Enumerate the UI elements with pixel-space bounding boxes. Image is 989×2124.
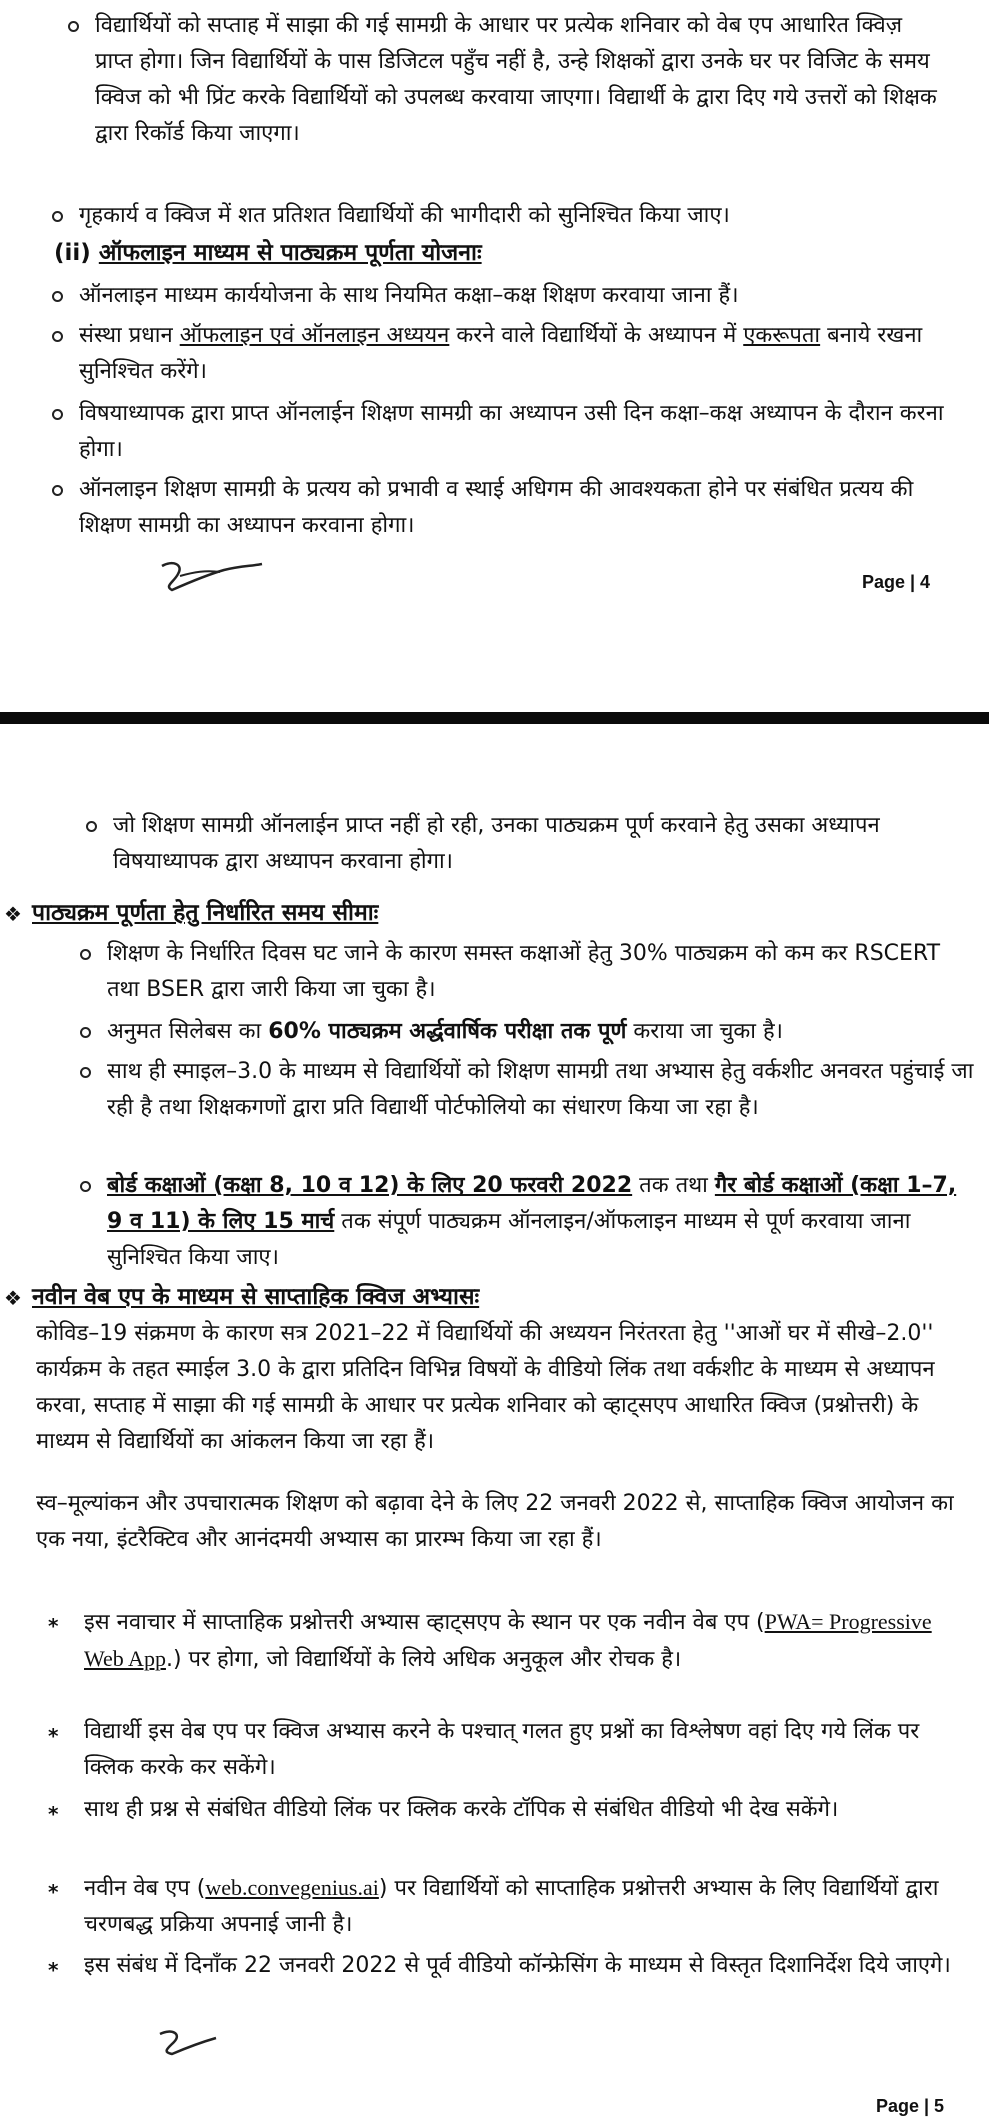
circle-bullet-icon [80, 1067, 91, 1078]
list-item-text: विद्यार्थी इस वेब एप पर क्विज अभ्यास करने के पश्चात् गलत हुए प्रश्नों का विश्लेषण वहां दिए गये लिंक पर क्लिक करके कर सकेंगे। [84, 1719, 920, 1780]
page-5 [0, 724, 989, 2124]
section-heading [54, 236, 482, 270]
list-item [48, 1714, 958, 1786]
list-item [80, 1168, 975, 1276]
asterisk-bullet-icon: * [48, 1958, 59, 1982]
circle-bullet-icon [80, 1181, 91, 1192]
circle-bullet-icon [52, 409, 63, 420]
text-run: बनाये रखना सुनिश्चित करेंगे। [79, 323, 923, 384]
bold-underlined-text: गैर बोर्ड कक्षाओं (कक्षा 1–7, 9 व 11) के लिए 15 मार्च [107, 1173, 957, 1234]
page-divider [0, 712, 989, 724]
list-item [52, 318, 952, 390]
bold-text: 60% पाठ्यक्रम अर्द्धवार्षिक परीक्षा तक पूर्ण [268, 1019, 627, 1044]
list-item-text: साथ ही स्माइल–3.0 के माध्यम से विद्यार्थियों को शिक्षण सामग्री तथा अभ्यास हेतु वर्कशीट अनवरत पहुंचाई जा रही है तथा शिक्षकगणों द्वारा प्रति विद्यार्थी पोर्टफोलियो का संधारण किया जा रहा है। [107, 1059, 974, 1120]
list-item-text: जो शिक्षण सामग्री ऑनलाईन प्राप्त नहीं हो रही, उनका पाठ्यक्रम पूर्ण करवाने हेतु उसका अध्यापन विषयाध्यापक द्वारा अध्यापन करवाना होगा। [113, 813, 880, 874]
list-item-text [84, 1870, 958, 1943]
list-item [80, 1014, 975, 1050]
heading-text: पाठ्यक्रम पूर्णता हेतु निर्धारित समय सीमाः [32, 900, 379, 926]
heading-prefix: (ii) [54, 240, 91, 266]
list-item-text [107, 1168, 975, 1276]
page-number: Page | 5 [876, 2096, 945, 2116]
circle-bullet-icon [86, 821, 97, 832]
text-run: कराया जा चुका है। [626, 1019, 784, 1044]
list-item-text: साथ ही प्रश्न से संबंधित वीडियो लिंक पर क्लिक करके टॉपिक से संबंधित वीडियो भी देख सकेंगे। [84, 1797, 839, 1822]
signature-icon [150, 552, 270, 602]
underlined-text: एकरूपता [743, 323, 821, 348]
list-item-text: ऑनलाइन माध्यम कार्ययोजना के साथ नियमित कक्षा–कक्ष शिक्षण करवाया जाना हैं। [79, 283, 739, 308]
asterisk-bullet-icon: * [48, 1724, 59, 1748]
list-item [52, 278, 952, 314]
text-run: तक तथा [632, 1173, 715, 1198]
paragraph: कोविड–19 संक्रमण के कारण सत्र 2021–22 में विद्यार्थियों की अध्ययन निरंतरता हेतु ''आओं घर में सीखे–2.0'' कार्यक्रम के तहत स्माईल 3.0 के द्वारा प्रतिदिन विभिन्न विषयों के वीडियो लिंक तथा वर्कशीट के माध्यम से अध्यापन करवा, सप्ताह में साझा की गई सामग्री के आधार पर प्रत्येक शनिवार को व्हाट्सएप आधारित क्विज (प्रश्नोत्तरी) के माध्यम से विद्यार्थियों का आंकलन किया जा रहा हैं। [36, 1321, 935, 1454]
page-4 [0, 0, 989, 712]
text-run: .) पर होगा, जो विद्यार्थियों के लिये अधिक अनुकूल और रोचक है। [165, 1647, 682, 1672]
list-item [52, 396, 952, 468]
text-run: अनुमत सिलेबस का [107, 1019, 269, 1044]
list-item [80, 1054, 975, 1126]
web-app-link[interactable]: PWA= Progressive Web App [84, 1609, 932, 1671]
heading-text: नवीन वेब एप के माध्यम से साप्ताहिक क्विज अभ्यासः [32, 1284, 480, 1310]
asterisk-bullet-icon: * [48, 1614, 59, 1638]
circle-bullet-icon [80, 1027, 91, 1038]
convegenius-link[interactable]: web.convegenius.ai [205, 1875, 379, 1900]
heading-text: ऑफलाइन माध्यम से पाठ्यक्रम पूर्णता योजनाः [98, 240, 482, 266]
page-number: Page | 4 [862, 572, 931, 592]
list-item-text: गृहकार्य व क्विज में शत प्रतिशत विद्यार्थियों की भागीदारी को सुनिश्चित किया जाए। [79, 203, 730, 228]
text-run: तक संपूर्ण पाठ्यक्रम ऑनलाइन/ऑफलाइन माध्यम से पूर्ण करवाया जाना सुनिश्चित किया जाए। [107, 1209, 911, 1270]
list-item-text: शिक्षण के निर्धारित दिवस घट जाने के कारण समस्त कक्षाओं हेतु 30% पाठ्यक्रम को कम कर RSCERT तथा BSER द्वारा जारी किया जा चुका है। [107, 941, 941, 1002]
list-item [86, 808, 976, 880]
underlined-text: ऑफलाइन एवं ऑनलाइन अध्ययन [179, 323, 450, 348]
list-item-text [84, 1604, 958, 1678]
asterisk-bullet-icon: * [48, 1802, 59, 1826]
section-heading [32, 1280, 479, 1314]
circle-bullet-icon [68, 21, 79, 32]
text-run: संस्था प्रधान [79, 323, 180, 348]
list-item [68, 8, 938, 152]
list-item [80, 936, 975, 1008]
text-run: नवीन वेब एप ( [84, 1876, 206, 1901]
list-item [48, 1604, 958, 1678]
section-heading [32, 896, 378, 930]
asterisk-bullet-icon: * [48, 1880, 59, 1904]
list-item-text [79, 318, 952, 390]
circle-bullet-icon [52, 331, 63, 342]
list-item [48, 1870, 958, 1943]
circle-bullet-icon [80, 949, 91, 960]
list-item-text: ऑनलाइन शिक्षण सामग्री के प्रत्यय को प्रभावी व स्थाई अधिगम की आवश्यकता होने पर संबंधित प्रत्यय की शिक्षण सामग्री का अध्यापन करवाना होगा। [79, 477, 914, 538]
list-item [48, 1948, 958, 1984]
text-run: करने वाले विद्यार्थियों के अध्यापन में [449, 323, 744, 348]
paragraph: स्व–मूल्यांकन और उपचारात्मक शिक्षण को बढ़ावा देने के लिए 22 जनवरी 2022 से, साप्ताहिक क्विज आयोजन का एक नया, इंटरैक्टिव और आनंदमयी अभ्यास का प्रारम्भ किया जा रहा हैं। [36, 1491, 954, 1552]
list-item-text: विषयाध्यापक द्वारा प्राप्त ऑनलाईन शिक्षण सामग्री का अध्यापन उसी दिन कक्षा–कक्ष अध्यापन के दौरान करना होगा। [79, 401, 944, 462]
circle-bullet-icon [52, 485, 63, 496]
list-item [48, 1792, 958, 1828]
list-item-text: इस संबंध में दिनाँक 22 जनवरी 2022 से पूर्व वीडियो कॉन्फ्रेसिंग के माध्यम से विस्तृत दिशानिर्देश दिये जाएगे। [84, 1953, 951, 1978]
bold-underlined-text: बोर्ड कक्षाओं (कक्षा 8, 10 व 12) के लिए 20 फरवरी 2022 [107, 1173, 633, 1198]
list-item [52, 198, 952, 234]
diamond-bullet-icon: ❖ [4, 902, 22, 926]
signature-icon [150, 2024, 230, 2064]
circle-bullet-icon [52, 291, 63, 302]
circle-bullet-icon [52, 211, 63, 222]
text-run: इस नवाचार में साप्ताहिक प्रश्नोत्तरी अभ्यास व्हाट्सएप के स्थान पर एक नवीन वेब एप ( [84, 1610, 765, 1635]
diamond-bullet-icon: ❖ [4, 1286, 22, 1310]
text-run: ) पर विद्यार्थियों को साप्ताहिक प्रश्नोत्तरी अभ्यास के लिए विद्यार्थियों द्वारा चरणबद्ध प्रक्रिया अपनाई जानी है। [84, 1876, 939, 1937]
list-item [52, 472, 952, 544]
list-item-text [107, 1014, 783, 1050]
list-item-text: विद्यार्थियों को सप्ताह में साझा की गई सामग्री के आधार पर प्रत्येक शनिवार को वेब एप आधारित क्विज़ प्राप्त होगा। जिन विद्यार्थियों के पास डिजिटल पहुँच नहीं है, उन्हे शिक्षकों द्वारा उनके घर पर विजिट के समय क्विज को भी प्रिंट करके विद्यार्थियों को उपलब्ध करवाया जाएगा। विद्यार्थी के द्वारा दिए गये उत्तरों को शिक्षक द्वारा रिकॉर्ड किया जाएगा। [95, 13, 937, 146]
